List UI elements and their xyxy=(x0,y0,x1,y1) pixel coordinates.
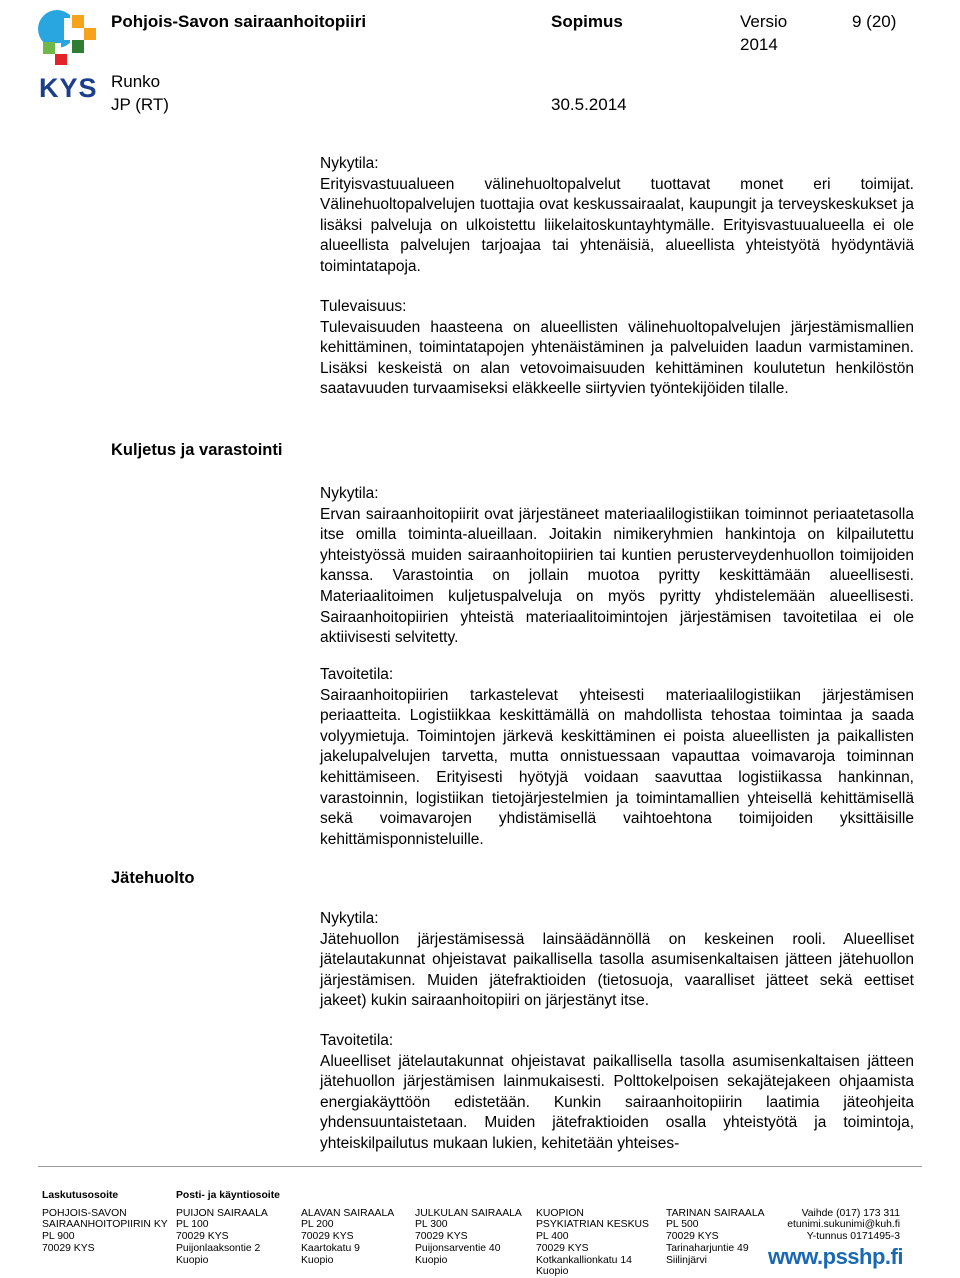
footer-line: TARINAN SAIRAALA xyxy=(666,1207,765,1219)
footer-line: PSYKIATRIAN KESKUS xyxy=(536,1219,649,1231)
footer-line: Kuopio xyxy=(176,1254,209,1266)
footer-line: Kaartokatu 9 xyxy=(301,1242,360,1254)
footer-line: Kotkankallionkatu 14 xyxy=(536,1254,632,1266)
paragraph-kuljetus-tavoitetila xyxy=(320,665,914,850)
section-label: Nykytila: xyxy=(320,910,379,927)
paragraph-jatehuolto-nykytila xyxy=(320,909,914,1012)
paragraph-text: Ervan sairaanhoitopiirit ovat järjestäneet materiaalilogistiikan toiminnot periaatetasolla itse omilla toiminta-alueillaan. Joitakin nimikeryhmien hankintoja on kilpailutettu yhteistyössä muiden sairaanhoitopiirien tai kuntien perusterveydenhuollon toimijoiden kanssa. Varastointia on jollain muotoa pyritty keskittämään alueellisesti. Materiaalitoimen kuljetuspalveluja on myös pyritty yhdistelemään alueellisesti. Sairaanhoitopiirien yhteistä materiaalitoimintojen järjestämisen tavoitetilaa ei ole aktiivisesti selvitetty. xyxy=(320,505,914,647)
paragraph-text: Erityisvastuualueen välinehuoltopalvelut tuottavat monet eri toimijat. Välinehuoltopalvelujen tuottajia ovat keskussairaalat, kaupungit ja terveyskeskukset ja lisäksi palveluja on ulkoistettu liikelaitoskuntayhtymälle. Erityisvastuualueella ei ole alueellista palvelujen tarjoajaa tai yhtenäisiä, alueellista yhteistyötä hyödyntäviä toimintatapoja. xyxy=(320,175,914,275)
section-label: Tulevaisuus: xyxy=(320,298,407,315)
section-label: Tavoitetila: xyxy=(320,666,394,683)
document-status: Runko xyxy=(111,72,161,91)
paragraph-text: Sairaanhoitopiirien tarkastelevat yhteisesti materiaalilogistiikan järjestämisen periaatteita. Logistiikkaa keskittämällä on mahdollista tehostaa toimintaa ja saada volyymietuja. Toimintojen järkevä keskittäminen ei poista alueellisten ja paikallisten jakelupalvelujen tarvetta, mutta onnistuessaan vapauttaa voimavaroja toiminnan kehittämiseen. Erityisesti hyötyjä voidaan saavuttaa logistiikassa hankinnan, varastoinnin, logistiikan tietojärjestelmien ja toimintamallien yhteisellä kehittämisellä sekä voimavarojen yhdistämisellä vaihtoehtona toimijoiden yksittäisille kehittämisponnisteluille. xyxy=(320,686,914,848)
paragraph-valinehuolto-tulevaisuus xyxy=(320,297,914,400)
footer-line: 70029 KYS xyxy=(301,1231,354,1243)
section-label: Nykytila: xyxy=(320,485,379,502)
kys-logo xyxy=(38,5,102,101)
footer-heading: Posti- ja käyntiosoite xyxy=(176,1190,280,1201)
footer-contact xyxy=(778,1208,900,1243)
version-year: 2014 xyxy=(740,35,778,54)
business-id: Y-tunnus 0171495-3 xyxy=(806,1231,900,1243)
footer-line: Siilinjärvi xyxy=(666,1254,707,1266)
footer-julkulan-sairaala xyxy=(415,1208,522,1267)
footer-line: PL 400 xyxy=(536,1231,569,1243)
footer-line: 70029 KYS xyxy=(666,1231,719,1243)
phone-number: Vaihde (017) 173 311 xyxy=(801,1207,900,1219)
footer-alavan-sairaala xyxy=(301,1208,394,1267)
footer-tarinan-sairaala xyxy=(666,1208,765,1267)
footer-line: POHJOIS-SAVON xyxy=(42,1207,127,1219)
paragraph-text: Alueelliset jätelautakunnat ohjeistavat paikallisella tasolla asumisenkaltaisen jätteen jätehuollon järjestämisen lainmukaisesti. Polttokelpoisen sekajätejakeen ohjaamista energiakäyttöön edistetään. Kunkin sairaanhoitopiirin laatimia jäteohjeita yhdensuuntaistetaan. Muiden jätefraktioiden osalla yhteistyötä ja toimintoja, yhteiskilpailutus mukaan lukien, kehitetään yhteises- xyxy=(320,1052,914,1152)
paragraph-kuljetus-nykytila xyxy=(320,484,914,649)
footer-line: Kuopio xyxy=(536,1266,569,1278)
organization-name: Pohjois-Savon sairaanhoitopiiri xyxy=(111,12,367,31)
footer-line: Kuopio xyxy=(301,1254,334,1266)
section-label: Tavoitetila: xyxy=(320,1032,394,1049)
footer-line: ALAVAN SAIRAALA xyxy=(301,1207,395,1219)
logo-text: KYS xyxy=(39,73,98,103)
footer-line: 70029 KYS xyxy=(176,1231,229,1243)
footer-line: PL 300 xyxy=(415,1219,448,1231)
paragraph-text: Jätehuollon järjestämisessä lainsäädännöllä on keskeinen rooli. Alueelliset jätelautakunnat ohjeistavat paikallisella tasolla asumisenkaltaisen jätteen jätehuollon järjestämisen. Muiden jätefraktioiden (tietosuoja, vaaralliset jätteet sekä eettiset jakeet) kukin sairaanhoitopiiri on järjestänyt itse. xyxy=(320,930,914,1010)
section-label: Nykytila: xyxy=(320,155,379,172)
email-address[interactable]: etunimi.sukunimi@kuh.fi xyxy=(787,1219,900,1231)
footer-line: JULKULAN SAIRAALA xyxy=(415,1207,522,1219)
footer-line: PL 100 xyxy=(176,1219,209,1231)
page-number: 9 (20) xyxy=(852,12,897,31)
version-label: Versio xyxy=(740,12,788,31)
paragraph-jatehuolto-tavoitetila xyxy=(320,1031,914,1155)
footer-line: 70029 KYS xyxy=(42,1242,95,1254)
footer-line: Puijonsarventie 40 xyxy=(415,1242,501,1254)
footer-puijon-sairaala xyxy=(176,1190,280,1266)
footer-heading: Laskutusosoite xyxy=(42,1190,119,1201)
footer-line: 70029 KYS xyxy=(415,1231,468,1243)
footer-line: 70029 KYS xyxy=(536,1242,589,1254)
document-type: Sopimus xyxy=(551,12,623,31)
footer-line: SAIRAANHOITOPIIRIN KY xyxy=(42,1219,168,1231)
heading-jatehuolto: Jätehuolto xyxy=(111,869,195,887)
footer-divider xyxy=(38,1166,922,1167)
footer-line: Tarinaharjuntie 49 xyxy=(666,1242,749,1254)
paragraph-valinehuolto-nykytila xyxy=(320,154,914,278)
footer-line: PL 500 xyxy=(666,1219,699,1231)
footer-line: KUOPION xyxy=(536,1207,584,1219)
heading-kuljetus-ja-varastointi: Kuljetus ja varastointi xyxy=(111,441,283,459)
footer-kuopion-psykiatrian-keskus xyxy=(536,1208,649,1278)
document-author: JP (RT) xyxy=(111,95,169,114)
footer-line: PUIJON SAIRAALA xyxy=(176,1207,268,1219)
footer-line: Puijonlaaksontie 2 xyxy=(176,1242,261,1254)
footer-line: Kuopio xyxy=(415,1254,448,1266)
paragraph-text: Tulevaisuuden haasteena on alueellisten välinehuoltopalvelujen järjestämismallien kehittäminen, toimintatapojen yhtenäistäminen ja palveluiden laadun varmistaminen. Lisäksi keskeistä on alan vetovoimaisuuden kehittäminen koulutetun henkilöstön saatavuuden turvaamiseksi eläkkeelle siirtyvien työntekijöiden tilalle. xyxy=(320,318,914,398)
website-link[interactable]: www.psshp.fi xyxy=(768,1244,903,1269)
document-date: 30.5.2014 xyxy=(551,95,627,114)
footer-line: PL 200 xyxy=(301,1219,334,1231)
footer-billing-address xyxy=(42,1190,168,1255)
footer-line: PL 900 xyxy=(42,1231,75,1243)
